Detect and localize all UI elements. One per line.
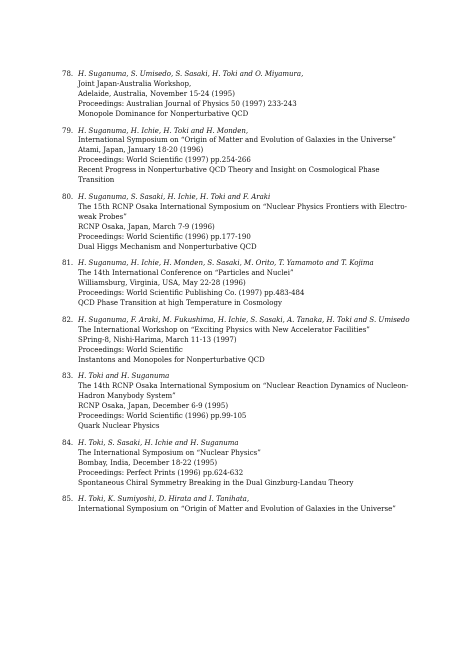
- reference-title: QCD Phase Transition at high Temperature in Cosmology: [78, 299, 282, 308]
- reference-number: 80.: [62, 192, 74, 201]
- reference-entry-81: [62, 259, 412, 309]
- reference-authors: H. Suganuma, S. Umisedo, S. Sasaki, H. Toki and O. Miyamura,: [78, 70, 304, 78]
- reference-authors: H. Toki, S. Sasaki, H. Ichie and H. Suganuma: [78, 438, 239, 447]
- reference-line: Proceedings: World Scientific Publishing Co. (1997) pp.483-484: [78, 289, 305, 298]
- reference-line: Adelaide, Australia, November 15-24 (1995): [78, 89, 235, 98]
- reference-line: The 14th International Conference on “Particles and Nuclei”: [78, 269, 294, 278]
- reference-line: RCNP Osaka, Japan, December 6-9 (1995): [78, 402, 229, 411]
- reference-entry-79: [62, 127, 412, 186]
- reference-number: 79.: [62, 126, 74, 135]
- reference-entry-78: [62, 70, 412, 120]
- reference-entry-82: [62, 316, 412, 366]
- reference-line: RCNP Osaka, Japan, March 7-9 (1996): [78, 222, 215, 231]
- reference-line: Proceedings: World Scientific (1997) pp.254-266: [78, 156, 251, 165]
- reference-line: Joint Japan-Australia Workshop,: [78, 79, 192, 88]
- reference-title: Dual Higgs Mechanism and Nonperturbative QCD: [78, 242, 257, 251]
- reference-title: Monopole Dominance for Nonperturbative QCD: [78, 109, 249, 118]
- reference-line: The 14th RCNP Osaka International Symposium on “Nuclear Reaction Dynamics of Nucleon-Hadron Manybody System”: [78, 382, 409, 401]
- reference-entry-84: [62, 439, 412, 489]
- reference-number: 78.: [62, 70, 74, 78]
- reference-authors: H. Suganuma, F. Araki, M. Fukushima, H. Ichie, S. Sasaki, A. Tanaka, H. Toki and S. Umisedo: [78, 315, 410, 324]
- reference-entry-83: [62, 372, 412, 431]
- reference-line: Proceedings: World Scientific (1996) pp.99-105: [78, 412, 247, 421]
- reference-number: 82.: [62, 315, 74, 324]
- reference-line: International Symposium on “Origin of Matter and Evolution of Galaxies in the Universe”: [78, 505, 396, 514]
- reference-authors: H. Suganuma, S. Sasaki, H. Ichie, H. Toki and F. Araki: [78, 192, 271, 201]
- reference-entry-80: [62, 193, 412, 252]
- reference-line: Atami, Japan, January 18-20 (1996): [78, 146, 204, 155]
- reference-line: Proceedings: World Scientific: [78, 345, 183, 354]
- reference-authors: H. Toki and H. Suganuma: [78, 372, 170, 381]
- reference-list: [62, 70, 412, 522]
- reference-line: The International Symposium on “Nuclear Physics”: [78, 448, 261, 457]
- reference-number: 83.: [62, 372, 74, 381]
- reference-number: 84.: [62, 438, 74, 447]
- reference-title: Recent Progress in Nonperturbative QCD Theory and Insight on Cosmological Phase Transition: [78, 166, 380, 185]
- reference-line: Proceedings: Australian Journal of Physics 50 (1997) 233-243: [78, 99, 297, 108]
- reference-authors: H. Suganuma, H. Ichie, H. Toki and H. Monden,: [78, 126, 249, 135]
- reference-entry-85: [62, 495, 412, 515]
- reference-line: The 15th RCNP Osaka International Symposium on “Nuclear Physics Frontiers with Electro-weak Probes”: [78, 202, 407, 221]
- reference-authors: H. Toki, K. Sumiyoshi, D. Hirata and I. Tanihata,: [78, 495, 250, 504]
- reference-authors: H. Suganuma, H. Ichie, H. Monden, S. Sasaki, M. Orito, T. Yamamoto and T. Kojima: [78, 259, 374, 268]
- reference-line: Bombay, India, December 18-22 (1995): [78, 458, 218, 467]
- reference-number: 81.: [62, 259, 74, 268]
- reference-line: Williamsburg, Virginia, USA, May 22-28 (1996): [78, 279, 246, 288]
- reference-line: Proceedings: Perfect Prints (1996) pp.624-632: [78, 468, 244, 477]
- reference-title: Instantons and Monopoles for Nonperturbative QCD: [78, 355, 265, 364]
- reference-title: Quark Nuclear Physics: [78, 422, 160, 430]
- reference-line: The International Workshop on “Exciting Physics with New Accelerator Facilities”: [78, 325, 370, 334]
- reference-title: Spontaneous Chiral Symmetry Breaking in the Dual Ginzburg-Landau Theory: [78, 478, 354, 487]
- reference-number: 85.: [62, 495, 74, 504]
- reference-line: Proceedings: World Scientific (1996) pp.177-190: [78, 232, 251, 241]
- reference-line: SPring-8, Nishi-Harima, March 11-13 (1997): [78, 335, 237, 344]
- reference-line: International Symposium on “Origin of Matter and Evolution of Galaxies in the Universe”: [78, 136, 396, 145]
